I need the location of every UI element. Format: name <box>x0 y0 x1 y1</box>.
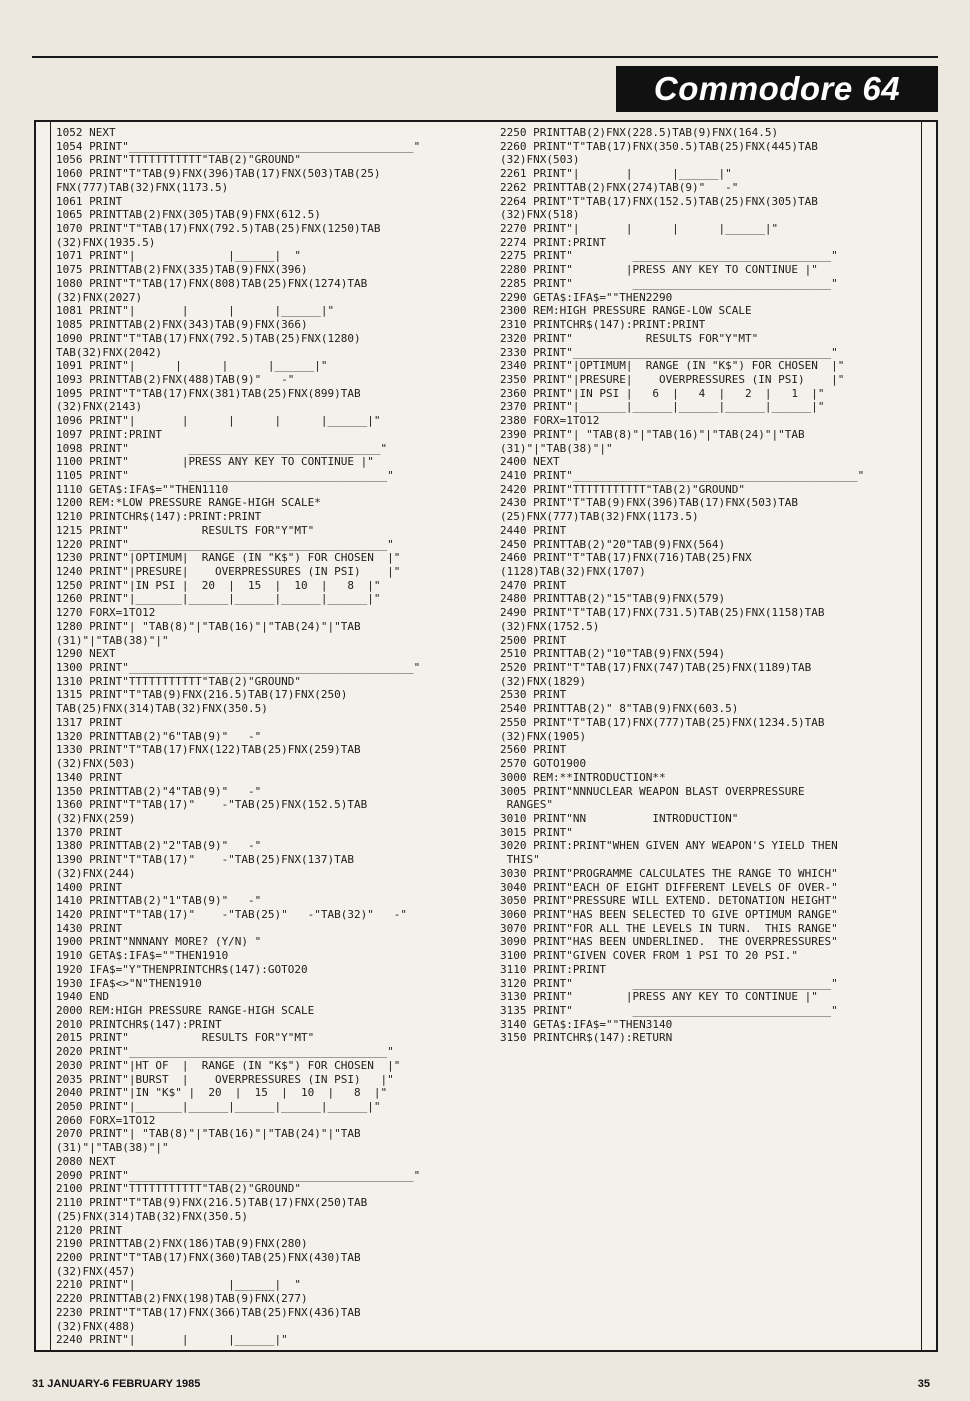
code-line: 2030 PRINT"|HT OF | RANGE (IN "K$") FOR CHOSEN |" <box>56 1058 401 1072</box>
code-line: 2500 PRINT <box>500 633 567 647</box>
code-line: (32)FNX(457) <box>56 1264 136 1278</box>
code-line: 3020 PRINT:PRINT"WHEN GIVEN ANY WEAPON'S YIELD THEN <box>500 839 838 853</box>
code-line: (32)FNX(503) <box>56 757 136 771</box>
code-line: 3110 PRINT:PRINT <box>500 962 606 976</box>
code-line: 1930 IFA$<>"N"THEN1910 <box>56 976 202 990</box>
code-line: 2090 PRINT"___________________________________________" <box>56 1168 421 1182</box>
code-line: 1910 GETA$:IFA$=""THEN1910 <box>56 949 229 963</box>
code-line: 2350 PRINT"|PRESURE| OVERPRESSURES (IN PSI) |" <box>500 372 845 386</box>
code-line: 2540 PRINTTAB(2)" 8"TAB(9)FNX(603.5) <box>500 702 739 716</box>
code-line: 2100 PRINT"TTTTTTTTTTT"TAB(2)"GROUND" <box>56 1182 302 1196</box>
code-line: 2264 PRINT"T"TAB(17)FNX(152.5)TAB(25)FNX(305)TAB <box>500 194 818 208</box>
code-line: (31)"|"TAB(38)"|" <box>56 633 169 647</box>
code-line: (32)FNX(1752.5) <box>500 619 600 633</box>
code-line: 2260 PRINT"T"TAB(17)FNX(350.5)TAB(25)FNX(445)TAB <box>500 139 818 153</box>
code-line: 1070 PRINT"T"TAB(17)FNX(792.5)TAB(25)FNX(1250)TAB <box>56 222 381 236</box>
code-line: 1290 NEXT <box>56 647 116 661</box>
code-line: 3120 PRINT" ______________________________" <box>500 976 838 990</box>
code-line: 2274 PRINT:PRINT <box>500 235 606 249</box>
code-line: 2270 PRINT"| | | |______|" <box>500 222 779 236</box>
code-line: 1075 PRINTTAB(2)FNX(335)TAB(9)FNX(396) <box>56 263 308 277</box>
code-line: 1080 PRINT"T"TAB(17)FNX(808)TAB(25)FNX(1274)TAB <box>56 276 368 290</box>
code-line: 2390 PRINT"| "TAB(8)"|"TAB(16)"|"TAB(24)"|"TAB <box>500 427 805 441</box>
code-line: 3000 REM:**INTRODUCTION** <box>500 770 666 784</box>
code-line: 3140 GETA$:IFA$=""THEN3140 <box>500 1017 673 1031</box>
listing-left-column <box>56 126 486 1347</box>
code-line: 2070 PRINT"| "TAB(8)"|"TAB(16)"|"TAB(24)"|"TAB <box>56 1127 361 1141</box>
code-line: 2190 PRINTTAB(2)FNX(186)TAB(9)FNX(280) <box>56 1237 308 1251</box>
code-line: 2015 PRINT" RESULTS FOR"Y"MT" <box>56 1031 315 1045</box>
code-line: 2285 PRINT" ______________________________" <box>500 276 838 290</box>
code-line: 1060 PRINT"T"TAB(9)FNX(396)TAB(17)FNX(503)TAB(25) <box>56 167 381 181</box>
code-line: 2220 PRINTTAB(2)FNX(198)TAB(9)FNX(277) <box>56 1292 308 1306</box>
code-line: 1320 PRINTTAB(2)"6"TAB(9)" -" <box>56 729 262 743</box>
code-line: 1317 PRINT <box>56 715 123 729</box>
code-line: 2400 NEXT <box>500 455 560 469</box>
code-line: (32)FNX(488) <box>56 1319 136 1333</box>
code-line: 1093 PRINTTAB(2)FNX(488)TAB(9)" -" <box>56 372 295 386</box>
code-line: 2110 PRINT"T"TAB(9)FNX(216.5)TAB(17)FNX(250)TAB <box>56 1196 368 1210</box>
code-line: 2450 PRINTTAB(2)"20"TAB(9)FNX(564) <box>500 537 726 551</box>
code-line: 1900 PRINT"NNNANY MORE? (Y/N) " <box>56 935 262 949</box>
code-line: 2010 PRINTCHR$(147):PRINT <box>56 1017 222 1031</box>
code-line: 2550 PRINT"T"TAB(17)FNX(777)TAB(25)FNX(1234.5)TAB <box>500 715 825 729</box>
code-line: 2210 PRINT"| |______| " <box>56 1278 302 1292</box>
code-line: FNX(777)TAB(32)FNX(1173.5) <box>56 180 229 194</box>
code-line: TAB(32)FNX(2042) <box>56 345 162 359</box>
code-line: 1097 PRINT:PRINT <box>56 427 162 441</box>
code-line: 3150 PRINTCHR$(147):RETURN <box>500 1031 673 1045</box>
code-line: 2320 PRINT" RESULTS FOR"Y"MT" <box>500 331 759 345</box>
code-line: (32)FNX(518) <box>500 208 580 222</box>
code-line: 1310 PRINT"TTTTTTTTTTT"TAB(2)"GROUND" <box>56 674 302 688</box>
code-line: 3005 PRINT"NNNUCLEAR WEAPON BLAST OVERPRESSURE <box>500 784 805 798</box>
code-line: 3015 PRINT" <box>500 825 573 839</box>
code-line: 2480 PRINTTAB(2)"15"TAB(9)FNX(579) <box>500 592 726 606</box>
code-line: 1390 PRINT"T"TAB(17)" -"TAB(25)FNX(137)TAB <box>56 853 355 867</box>
code-line: 2275 PRINT" ______________________________" <box>500 249 838 263</box>
code-line: (32)FNX(2143) <box>56 400 143 414</box>
code-line: 3130 PRINT" |PRESS ANY KEY TO CONTINUE |" <box>500 990 818 1004</box>
code-line: 3060 PRINT"HAS BEEN SELECTED TO GIVE OPTIMUM RANGE" <box>500 907 838 921</box>
code-line: 2560 PRINT <box>500 743 567 757</box>
code-line: 1400 PRINT <box>56 880 123 894</box>
code-line: 2410 PRINT"___________________________________________" <box>500 468 865 482</box>
code-line: 1105 PRINT" ______________________________" <box>56 468 394 482</box>
code-line: 2420 PRINT"TTTTTTTTTTT"TAB(2)"GROUND" <box>500 482 746 496</box>
code-line: 1420 PRINT"T"TAB(17)" -"TAB(25)" -"TAB(32)" -" <box>56 907 407 921</box>
code-line: 2261 PRINT"| | |______|" <box>500 167 732 181</box>
code-line: 2020 PRINT"_______________________________________" <box>56 1045 394 1059</box>
code-line: 1230 PRINT"|OPTIMUM| RANGE (IN "K$") FOR CHOSEN |" <box>56 551 401 565</box>
code-line: 1095 PRINT"T"TAB(17)FNX(381)TAB(25)FNX(899)TAB <box>56 386 361 400</box>
code-line: 2440 PRINT <box>500 523 567 537</box>
code-line: TAB(25)FNX(314)TAB(32)FNX(350.5) <box>56 702 268 716</box>
code-line: 1350 PRINTTAB(2)"4"TAB(9)" -" <box>56 784 262 798</box>
code-line: 2530 PRINT <box>500 688 567 702</box>
code-line: 1300 PRINT"___________________________________________" <box>56 661 421 675</box>
code-line: 1054 PRINT"___________________________________________" <box>56 139 421 153</box>
code-line: 1052 NEXT <box>56 126 116 139</box>
code-line: (31)"|"TAB(38)"|" <box>500 441 613 455</box>
code-line: 1370 PRINT <box>56 825 123 839</box>
code-line: 3070 PRINT"FOR ALL THE LEVELS IN TURN. THIS RANGE" <box>500 921 838 935</box>
code-line: 1430 PRINT <box>56 921 123 935</box>
code-line: 1065 PRINTTAB(2)FNX(305)TAB(9)FNX(612.5) <box>56 208 321 222</box>
code-line: 2300 REM:HIGH PRESSURE RANGE-LOW SCALE <box>500 304 752 318</box>
code-line: (25)FNX(777)TAB(32)FNX(1173.5) <box>500 510 699 524</box>
top-rule <box>32 56 938 58</box>
code-line: 1091 PRINT"| | | |______|" <box>56 359 328 373</box>
code-line: 2460 PRINT"T"TAB(17)FNX(716)TAB(25)FNX <box>500 551 752 565</box>
code-line: 2050 PRINT"|_______|______|______|______|______|" <box>56 1100 381 1114</box>
code-line: 1280 PRINT"| "TAB(8)"|"TAB(16)"|"TAB(24)"|"TAB <box>56 619 361 633</box>
code-line: 1215 PRINT" RESULTS FOR"Y"MT" <box>56 523 315 537</box>
code-line: 1100 PRINT" |PRESS ANY KEY TO CONTINUE |" <box>56 455 374 469</box>
code-line: 1056 PRINT"TTTTTTTTTTT"TAB(2)"GROUND" <box>56 153 302 167</box>
code-line: 2340 PRINT"|OPTIMUM| RANGE (IN "K$") FOR CHOSEN |" <box>500 359 845 373</box>
code-line: 2380 FORX=1TO12 <box>500 414 600 428</box>
code-line: 3030 PRINT"PROGRAMME CALCULATES THE RANGE TO WHICH" <box>500 866 838 880</box>
code-line: 2230 PRINT"T"TAB(17)FNX(366)TAB(25)FNX(436)TAB <box>56 1305 361 1319</box>
code-line: THIS" <box>500 853 540 867</box>
code-line: 1250 PRINT"|IN PSI | 20 | 15 | 10 | 8 |" <box>56 578 381 592</box>
code-line: 1200 REM:*LOW PRESSURE RANGE-HIGH SCALE* <box>56 496 321 510</box>
code-line: 2310 PRINTCHR$(147):PRINT:PRINT <box>500 318 706 332</box>
code-line: 3090 PRINT"HAS BEEN UNDERLINED. THE OVERPRESSURES" <box>500 935 838 949</box>
code-line: 2040 PRINT"|IN "K$" | 20 | 15 | 10 | 8 |" <box>56 1086 388 1100</box>
code-line: 1098 PRINT" _____________________________" <box>56 441 388 455</box>
code-line: (32)FNX(244) <box>56 866 136 880</box>
code-line: (25)FNX(314)TAB(32)FNX(350.5) <box>56 1209 249 1223</box>
code-line: (32)FNX(259) <box>56 811 136 825</box>
code-line: (32)FNX(1905) <box>500 729 587 743</box>
page-number: 35 <box>917 1378 930 1390</box>
code-line: 2290 GETA$:IFA$=""THEN2290 <box>500 290 673 304</box>
code-line: 1210 PRINTCHR$(147):PRINT:PRINT <box>56 510 262 524</box>
code-line: 1360 PRINT"T"TAB(17)" -"TAB(25)FNX(152.5)TAB <box>56 798 368 812</box>
code-line: 2520 PRINT"T"TAB(17)FNX(747)TAB(25)FNX(1189)TAB <box>500 661 812 675</box>
code-line: 2060 FORX=1TO12 <box>56 1113 156 1127</box>
section-banner: Commodore 64 <box>616 66 938 112</box>
code-line: 2490 PRINT"T"TAB(17)FNX(731.5)TAB(25)FNX(1158)TAB <box>500 606 825 620</box>
code-line: 2570 GOTO1900 <box>500 757 587 771</box>
code-line: 2360 PRINT"|IN PSI | 6 | 4 | 2 | 1 |" <box>500 386 825 400</box>
code-line: 1315 PRINT"T"TAB(9)FNX(216.5)TAB(17)FNX(250) <box>56 688 348 702</box>
code-line: (32)FNX(1829) <box>500 674 587 688</box>
code-line: 1061 PRINT <box>56 194 123 208</box>
code-line: 1940 END <box>56 990 109 1004</box>
code-line: 1085 PRINTTAB(2)FNX(343)TAB(9)FNX(366) <box>56 318 308 332</box>
code-line: 2262 PRINTTAB(2)FNX(274)TAB(9)" -" <box>500 180 739 194</box>
code-line: 3100 PRINT"GIVEN COVER FROM 1 PSI TO 20 PSI." <box>500 949 799 963</box>
code-line: 1330 PRINT"T"TAB(17)FNX(122)TAB(25)FNX(259)TAB <box>56 743 361 757</box>
code-line: 2370 PRINT"|_______|______|______|______|______|" <box>500 400 825 414</box>
code-line: 1096 PRINT"| | | | |______|" <box>56 414 381 428</box>
code-line: (32)FNX(1935.5) <box>56 235 156 249</box>
code-line: 1090 PRINT"T"TAB(17)FNX(792.5)TAB(25)FNX(1280) <box>56 331 361 345</box>
code-line: 3135 PRINT" ______________________________" <box>500 1004 838 1017</box>
code-line: (32)FNX(503) <box>500 153 580 167</box>
code-line: 2120 PRINT <box>56 1223 123 1237</box>
code-line: 3040 PRINT"EACH OF EIGHT DIFFERENT LEVELS OF OVER-" <box>500 880 838 894</box>
issue-date: 31 JANUARY-6 FEBRUARY 1985 <box>32 1378 201 1390</box>
code-line: 3010 PRINT"NN INTRODUCTION" <box>500 811 739 825</box>
code-line: 2470 PRINT <box>500 578 567 592</box>
code-line: 3050 PRINT"PRESSURE WILL EXTEND. DETONATION HEIGHT" <box>500 894 838 908</box>
code-line: 2080 NEXT <box>56 1154 116 1168</box>
code-line: 1340 PRINT <box>56 770 123 784</box>
code-line: 2430 PRINT"T"TAB(9)FNX(396)TAB(17)FNX(503)TAB <box>500 496 799 510</box>
code-line: 1920 IFA$="Y"THENPRINTCHR$(147):GOTO20 <box>56 962 308 976</box>
code-line: 2240 PRINT"| | |______|" <box>56 1333 288 1347</box>
code-line: 2250 PRINTTAB(2)FNX(228.5)TAB(9)FNX(164.5) <box>500 126 779 139</box>
code-line: (32)FNX(2027) <box>56 290 143 304</box>
program-listing <box>34 120 938 1352</box>
code-line: 1110 GETA$:IFA$=""THEN1110 <box>56 482 229 496</box>
code-line: (31)"|"TAB(38)"|" <box>56 1141 169 1155</box>
code-line: 1071 PRINT"| |______| " <box>56 249 302 263</box>
code-line: 1260 PRINT"|_______|______|______|______|______|" <box>56 592 381 606</box>
code-line: 2330 PRINT"_______________________________________" <box>500 345 838 359</box>
listing-right-column <box>500 126 930 1045</box>
code-line: RANGES" <box>500 798 553 812</box>
code-line: 2000 REM:HIGH PRESSURE RANGE-HIGH SCALE <box>56 1004 315 1017</box>
code-line: 2280 PRINT" |PRESS ANY KEY TO CONTINUE |" <box>500 263 818 277</box>
code-line: 2200 PRINT"T"TAB(17)FNX(360)TAB(25)FNX(430)TAB <box>56 1250 361 1264</box>
code-line: (1128)TAB(32)FNX(1707) <box>500 565 646 578</box>
code-line: 1240 PRINT"|PRESURE| OVERPRESSURES (IN PSI) |" <box>56 565 401 578</box>
code-line: 1380 PRINTTAB(2)"2"TAB(9)" -" <box>56 839 262 853</box>
code-line: 2510 PRINTTAB(2)"10"TAB(9)FNX(594) <box>500 647 726 661</box>
code-line: 1270 FORX=1TO12 <box>56 606 156 620</box>
code-line: 1410 PRINTTAB(2)"1"TAB(9)" -" <box>56 894 262 908</box>
code-line: 1081 PRINT"| | | |______|" <box>56 304 335 318</box>
code-line: 2035 PRINT"|BURST | OVERPRESSURES (IN PSI) |" <box>56 1072 394 1086</box>
code-line: 1220 PRINT"_______________________________________" <box>56 537 394 551</box>
